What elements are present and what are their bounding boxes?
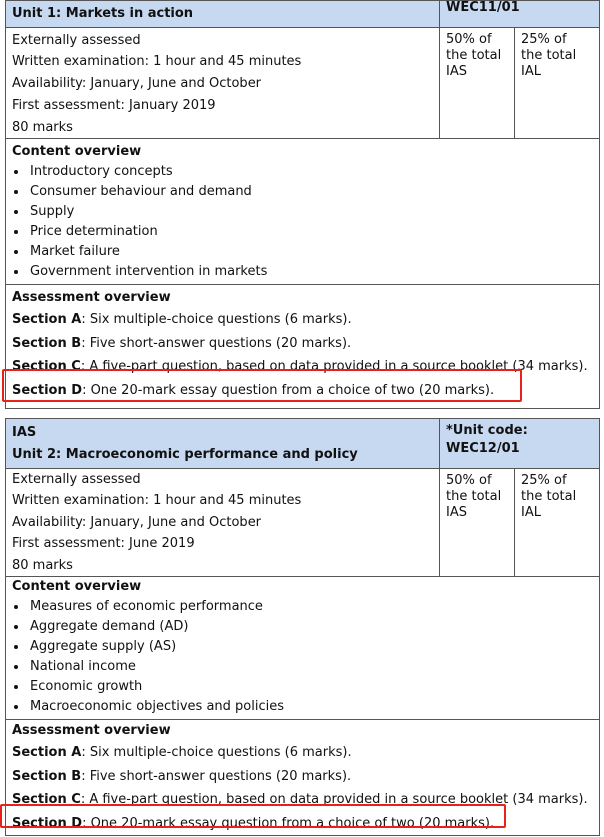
list-item: Economic growth (12, 677, 593, 697)
section-text: : Five short-answer questions (20 marks). (81, 768, 352, 784)
weight-line: the total (446, 489, 502, 504)
section-text: : One 20-mark essay question from a choice of two (20 marks). (82, 382, 495, 398)
unit2-header (6, 419, 440, 469)
section-text: : One 20-mark essay question from a choice of two (20 marks). (82, 815, 495, 831)
section-label: Section C (12, 359, 81, 374)
detail-line: 80 marks (12, 558, 73, 573)
list-item: Macroeconomic objectives and policies (12, 697, 593, 717)
list-item: Consumer behaviour and demand (12, 182, 593, 202)
assessment-heading: Assessment overview (12, 723, 171, 738)
unit2-ial-weight (515, 469, 600, 577)
unit2-details (6, 469, 440, 577)
detail-line: Availability: January, June and October (12, 515, 262, 530)
detail-line: Externally assessed (12, 33, 141, 48)
unit1-title: Unit 1: Markets in action (6, 1, 440, 28)
unit1-details (6, 28, 440, 139)
unit2-code (440, 419, 600, 469)
unit1-content-overview (6, 139, 600, 285)
list-item: Introductory concepts (12, 162, 593, 182)
section-text: : A five-part question, based on data provided in a source booklet (34 marks). (80, 359, 588, 374)
section-b (12, 332, 593, 356)
unit2-table (5, 418, 600, 836)
section-label: Section B (12, 335, 82, 351)
unit1-table (5, 0, 600, 409)
weight-line: IAS (446, 64, 467, 79)
list-item: National income (12, 657, 593, 677)
list-item: Measures of economic performance (12, 597, 593, 617)
section-label: Section A (12, 745, 82, 760)
weight-line: 25% of (521, 473, 567, 488)
content-list (12, 162, 593, 284)
section-label: Section A (12, 312, 82, 327)
weight-line: 50% of (446, 32, 492, 47)
section-label: Section D (12, 815, 83, 831)
detail-line: Availability: January, June and October (12, 76, 262, 91)
unit2-assessment-overview (6, 720, 600, 836)
unit1-assessment-overview (6, 285, 600, 409)
weight-line: 50% of (446, 473, 492, 488)
section-text: : A five-part question, based on data provided in a source booklet (34 marks). (80, 792, 588, 807)
list-item: Market failure (12, 242, 593, 262)
unit2-code-label: *Unit code: (446, 423, 528, 438)
list-item: Aggregate demand (AD) (12, 617, 593, 637)
weight-line: the total (521, 48, 577, 63)
detail-line: First assessment: January 2019 (12, 98, 216, 113)
section-a (12, 308, 593, 332)
detail-line: Written examination: 1 hour and 45 minutes (12, 493, 302, 508)
section-text: : Six multiple-choice questions (6 marks). (81, 312, 352, 327)
unit1-ial-weight (515, 28, 600, 139)
section-a (12, 741, 593, 765)
list-item: Supply (12, 202, 593, 222)
section-text: : Five short-answer questions (20 marks). (81, 335, 352, 351)
detail-line: Written examination: 1 hour and 45 minutes (12, 54, 302, 69)
weight-line: IAL (521, 64, 541, 79)
content-heading: Content overview (12, 579, 142, 594)
list-item: Price determination (12, 222, 593, 242)
weight-line: IAL (521, 505, 541, 520)
list-item: Aggregate supply (AS) (12, 637, 593, 657)
unit1-code: WEC11/01 (440, 1, 600, 28)
weight-line: IAS (446, 505, 467, 520)
section-c (12, 788, 593, 812)
detail-line: First assessment: June 2019 (12, 536, 195, 551)
weight-line: the total (446, 48, 502, 63)
section-text: : Six multiple-choice questions (6 marks). (81, 745, 352, 760)
unit2-code-value: WEC12/01 (446, 441, 520, 456)
unit2-ias-weight (440, 469, 515, 577)
unit2-title: Unit 2: Macroeconomic performance and policy (12, 447, 358, 462)
weight-line: the total (521, 489, 577, 504)
unit1-ias-weight (440, 28, 515, 139)
weight-line: 25% of (521, 32, 567, 47)
assessment-heading: Assessment overview (12, 290, 171, 305)
section-label: Section C (12, 792, 81, 807)
section-label: Section D (12, 382, 83, 398)
unit2-qualification: IAS (12, 425, 37, 440)
content-heading: Content overview (12, 144, 142, 159)
list-item: Government intervention in markets (12, 262, 593, 282)
section-d (12, 812, 593, 836)
section-c (12, 355, 593, 379)
detail-line: 80 marks (12, 120, 73, 135)
section-label: Section B (12, 768, 82, 784)
unit2-content-overview (6, 577, 600, 720)
detail-line: Externally assessed (12, 472, 141, 487)
section-b (12, 765, 593, 789)
content-list (12, 597, 593, 719)
section-d (12, 379, 593, 403)
